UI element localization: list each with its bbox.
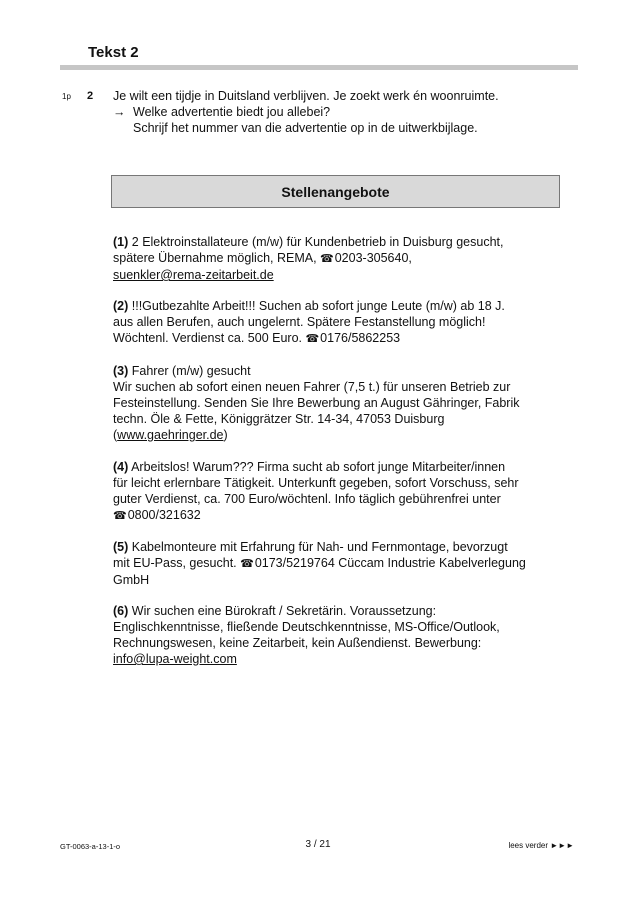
ad-line xyxy=(113,475,519,491)
footer-exam-code: GT-0063-a-13-1-o xyxy=(60,842,121,851)
ad-line xyxy=(113,267,503,283)
ad-5 xyxy=(113,539,526,588)
question-intro: Je wilt een tijdje in Duitsland verblijven. Je zoekt werk én woonruimte. xyxy=(113,89,499,103)
ad-number: (6) xyxy=(113,604,129,618)
ad-text: Englischkenntnisse, fließende Deutschkenntnisse, MS-Office/Outlook, xyxy=(113,620,500,634)
ad-text: ( xyxy=(113,428,118,442)
ad-text: Wir suchen eine Bürokraft / Sekretärin. Voraussetzung: xyxy=(131,604,437,618)
phone-icon: ☎ xyxy=(113,510,127,522)
ad-line xyxy=(113,459,519,475)
ad-phone-number: 0176/5862253 xyxy=(320,331,401,345)
ad-number: (2) xyxy=(113,299,129,313)
ad-6 xyxy=(113,603,500,667)
ad-number: (5) xyxy=(113,540,129,554)
ad-text: Rechnungswesen, keine Zeitarbeit, kein Außendienst. Bewerbung: xyxy=(113,636,482,650)
ad-text: Festeinstellung. Senden Sie Ihre Bewerbung an August Gähringer, Fabrik xyxy=(113,396,520,410)
section-divider xyxy=(60,65,578,70)
ad-line xyxy=(113,507,519,524)
ad-3 xyxy=(113,363,520,443)
ad-line xyxy=(113,651,500,667)
ad-text: guter Verdienst, ca. 700 Euro/wöchtenl. Info täglich gebührenfrei unter xyxy=(113,492,501,506)
ad-line xyxy=(113,379,520,395)
ad-line xyxy=(113,314,505,330)
question-instruction: Schrijf het nummer van die advertentie op in de uitwerkbijlage. xyxy=(133,121,478,135)
question-number: 2 xyxy=(87,90,94,102)
ad-line xyxy=(113,250,503,267)
ad-text: 0173/5219764 Cüccam Industrie Kabelverlegung xyxy=(254,556,526,570)
ad-line xyxy=(113,427,520,443)
ad-line xyxy=(113,363,520,379)
question-text xyxy=(113,88,499,136)
ad-email-link[interactable]: info@lupa-weight.com xyxy=(113,652,237,666)
ad-line xyxy=(113,234,503,250)
section-title: Tekst 2 xyxy=(88,44,139,61)
ad-line xyxy=(113,572,526,588)
ad-text: !!!Gutbezahlte Arbeit!!! Suchen ab sofort junge Leute (m/w) ab 18 J. xyxy=(131,299,505,313)
ad-1 xyxy=(113,234,503,283)
ad-2 xyxy=(113,298,505,347)
ad-text: Arbeitslos! Warum??? Firma sucht ab sofort junge Mitarbeiter/innen xyxy=(131,460,506,474)
question-points: 1p xyxy=(62,92,71,101)
ad-text: spätere Übernahme möglich, REMA, xyxy=(113,251,321,265)
footer-page-number: 3 / 21 xyxy=(305,839,331,850)
ad-line xyxy=(113,635,500,651)
phone-icon: ☎ xyxy=(305,333,320,345)
ad-line xyxy=(113,411,520,427)
phone-icon: ☎ xyxy=(240,558,254,570)
ad-line xyxy=(113,603,500,619)
ad-text: für leicht erlernbare Tätigkeit. Unterkunft gegeben, sofort Vorschuss, sehr xyxy=(113,476,519,490)
ad-line xyxy=(113,330,505,347)
ad-line xyxy=(113,539,526,555)
ad-number: (3) xyxy=(113,364,129,378)
ad-text: Fahrer (m/w) gesucht xyxy=(131,364,251,378)
ad-text: ) xyxy=(223,428,228,442)
ad-number: (4) xyxy=(113,460,129,474)
ad-text: techn. Öle & Fette, Königgrätzer Str. 14-34, 47053 Duisburg xyxy=(113,412,445,426)
ad-text: aus allen Berufen, auch ungelernt. Spätere Festanstellung möglich! xyxy=(113,315,486,329)
arrow-right-icon: → xyxy=(113,105,126,119)
ad-text: Wöchtenl. Verdienst ca. 500 Euro. xyxy=(113,331,306,345)
phone-icon: ☎ xyxy=(320,253,334,265)
ad-text: GmbH xyxy=(113,573,150,587)
ad-line xyxy=(113,395,520,411)
ad-4 xyxy=(113,459,519,524)
ad-line xyxy=(113,491,519,507)
ad-line xyxy=(113,298,505,314)
footer-continue-label: lees verder ►►► xyxy=(508,841,574,850)
ad-text: Wir suchen ab sofort einen neuen Fahrer (7,5 t.) für unseren Betrieb zur xyxy=(113,380,511,394)
question-prompt-line xyxy=(113,104,499,120)
ads-header: Stellenangebote xyxy=(111,175,560,208)
ad-email-link[interactable]: suenkler@rema-zeitarbeit.de xyxy=(113,268,274,282)
ad-text: mit EU-Pass, gesucht. xyxy=(113,556,241,570)
ad-line xyxy=(113,555,526,572)
question-prompt: Welke advertentie biedt jou allebei? xyxy=(133,105,331,119)
ad-text: Kabelmonteure mit Erfahrung für Nah- und Fernmontage, bevorzugt xyxy=(131,540,508,554)
ad-number: (1) xyxy=(113,235,129,249)
ad-text: 2 Elektroinstallateure (m/w) für Kundenbetrieb in Duisburg gesucht, xyxy=(131,235,504,249)
ad-phone-number: 0800/321632 xyxy=(127,508,201,522)
ad-phone-number: 0203-305640, xyxy=(334,251,412,265)
ad-website-link[interactable]: www.gaehringer.de xyxy=(117,428,224,442)
ad-line xyxy=(113,619,500,635)
